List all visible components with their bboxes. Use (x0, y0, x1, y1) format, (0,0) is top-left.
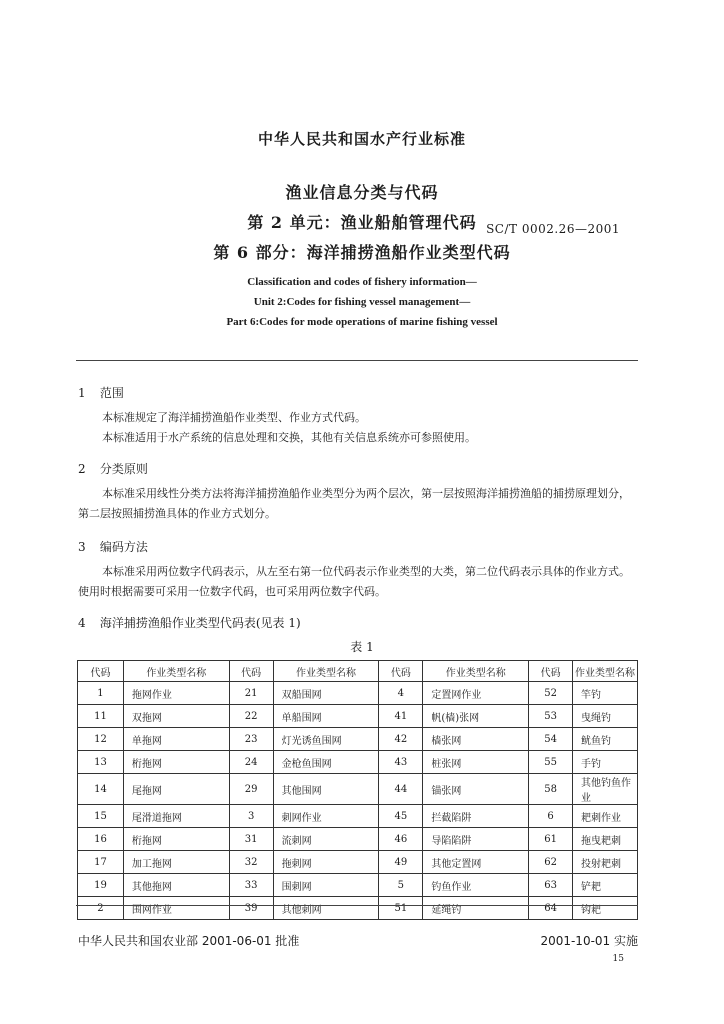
code-cell: 3 (229, 805, 273, 828)
type-name-cell: 其他拖网 (123, 874, 229, 897)
type-name-cell: 流刺网 (273, 828, 379, 851)
type-name-cell: 双船围网 (273, 682, 379, 705)
type-name-cell: 樯张网 (423, 728, 529, 751)
section-title: 编码方法 (99, 540, 148, 554)
footer-divider (76, 905, 638, 906)
english-title-line-1: Classification and codes of fishery information— (247, 276, 477, 288)
issuer-approval: 中华人民共和国农业部 2001-06-01 批准 (78, 934, 300, 948)
code-cell: 46 (379, 828, 423, 851)
header-type-name: 作业类型名称 (273, 661, 379, 682)
code-cell: 63 (529, 874, 573, 897)
code-cell: 53 (529, 705, 573, 728)
code-cell: 1 (78, 682, 124, 705)
table-row (78, 851, 638, 874)
type-name-cell: 铲耙 (573, 874, 638, 897)
code-cell: 11 (78, 705, 124, 728)
type-name-cell: 钩耙 (573, 897, 638, 920)
type-name-cell: 围刺网 (273, 874, 379, 897)
title-line-3: 第 6 部分：海洋捕捞渔船作业类型代码 (213, 243, 511, 262)
code-cell: 55 (529, 751, 573, 774)
code-cell: 52 (529, 682, 573, 705)
fishing-vessel-code-table (77, 660, 638, 920)
header-divider (76, 360, 638, 361)
type-name-cell: 投射耙刺 (573, 851, 638, 874)
header-type-name: 作业类型名称 (423, 661, 529, 682)
code-cell: 31 (229, 828, 273, 851)
code-cell: 43 (379, 751, 423, 774)
table-row (78, 751, 638, 774)
code-cell: 41 (379, 705, 423, 728)
code-cell: 58 (529, 774, 573, 805)
type-name-cell: 围网作业 (123, 897, 229, 920)
section-3-paragraph: 本标准采用两位数字代码表示，从左至右第一位代码表示作业类型的大类，第二位代码表示具体的作业方式。使用时根据需要可采用一位数字代码，也可采用两位数字代码。 (78, 565, 630, 598)
type-name-cell: 拦截陷阱 (423, 805, 529, 828)
section-number: 3 (78, 540, 86, 554)
code-cell: 22 (229, 705, 273, 728)
code-cell: 62 (529, 851, 573, 874)
table-row (78, 828, 638, 851)
type-name-cell: 双拖网 (123, 705, 229, 728)
title-line-1: 渔业信息分类与代码 (285, 183, 439, 202)
type-name-cell: 尾滑道拖网 (123, 805, 229, 828)
code-cell: 16 (78, 828, 124, 851)
code-cell: 24 (229, 751, 273, 774)
type-name-cell: 尾拖网 (123, 774, 229, 805)
code-cell: 39 (229, 897, 273, 920)
type-name-cell: 导陷陷阱 (423, 828, 529, 851)
type-name-cell: 竿钓 (573, 682, 638, 705)
english-title-line-2: Unit 2:Codes for fishing vessel management— (253, 296, 471, 308)
type-name-cell: 其他定置网 (423, 851, 529, 874)
table-caption: 表 1 (350, 640, 374, 654)
code-cell: 32 (229, 851, 273, 874)
type-name-cell: 单拖网 (123, 728, 229, 751)
header-code: 代码 (229, 661, 273, 682)
type-name-cell: 其他刺网 (273, 897, 379, 920)
code-cell: 4 (379, 682, 423, 705)
table-row (78, 682, 638, 705)
publisher-heading: 中华人民共和国水产行业标准 (257, 130, 466, 148)
header-type-name: 作业类型名称 (573, 661, 638, 682)
section-3-heading (78, 538, 148, 555)
section-number: 2 (78, 462, 86, 476)
code-cell: 29 (229, 774, 273, 805)
code-cell: 42 (379, 728, 423, 751)
type-name-cell: 拖曳耙刺 (573, 828, 638, 851)
table-header-row (78, 661, 638, 682)
code-cell: 13 (78, 751, 124, 774)
english-title-line-3: Part 6:Codes for mode operations of marine fishing vessel (226, 316, 498, 328)
section-title: 海洋捕捞渔船作业类型代码表(见表 1) (99, 616, 301, 630)
type-name-cell: 金枪鱼围网 (273, 751, 379, 774)
type-name-cell: 曳绳钓 (573, 705, 638, 728)
code-cell: 33 (229, 874, 273, 897)
code-cell: 49 (379, 851, 423, 874)
table-row (78, 874, 638, 897)
table-row (78, 728, 638, 751)
section-2-heading (78, 460, 148, 477)
code-cell: 51 (379, 897, 423, 920)
type-name-cell: 单船围网 (273, 705, 379, 728)
code-cell: 44 (379, 774, 423, 805)
table-row (78, 805, 638, 828)
code-cell: 12 (78, 728, 124, 751)
page-number: 15 (612, 954, 624, 964)
table-row (78, 774, 638, 805)
code-cell: 54 (529, 728, 573, 751)
code-cell: 17 (78, 851, 124, 874)
type-name-cell: 加工拖网 (123, 851, 229, 874)
type-name-cell: 耙刺作业 (573, 805, 638, 828)
header-code: 代码 (379, 661, 423, 682)
type-name-cell: 桩张网 (423, 751, 529, 774)
code-cell: 15 (78, 805, 124, 828)
type-name-cell: 拖网作业 (123, 682, 229, 705)
header-code: 代码 (78, 661, 124, 682)
code-cell: 61 (529, 828, 573, 851)
code-cell: 19 (78, 874, 124, 897)
header-code: 代码 (529, 661, 573, 682)
code-cell: 45 (379, 805, 423, 828)
section-title: 分类原则 (99, 462, 148, 476)
type-name-cell: 锚张网 (423, 774, 529, 805)
section-1-heading (78, 384, 124, 401)
type-name-cell: 手钓 (573, 751, 638, 774)
section-number: 4 (78, 616, 86, 630)
section-4-heading (78, 614, 301, 631)
header-type-name: 作业类型名称 (123, 661, 229, 682)
type-name-cell: 拖刺网 (273, 851, 379, 874)
type-name-cell: 帆(樯)张网 (423, 705, 529, 728)
effective-date: 2001-10-01 实施 (540, 934, 638, 948)
type-name-cell: 鱿鱼钓 (573, 728, 638, 751)
section-2-paragraph: 本标准采用线性分类方法将海洋捕捞渔船作业类型分为两个层次，第一层按照海洋捕捞渔船的捕捞原理划分，第二层按照捕捞渔具体的作业方式划分。 (78, 487, 630, 520)
title-line-2: 第 2 单元：渔业船舶管理代码 (247, 213, 477, 232)
type-name-cell: 刺网作业 (273, 805, 379, 828)
type-name-cell: 钓鱼作业 (423, 874, 529, 897)
section-title: 范围 (99, 386, 124, 400)
code-cell: 64 (529, 897, 573, 920)
code-cell: 23 (229, 728, 273, 751)
section-number: 1 (78, 386, 86, 400)
code-cell: 6 (529, 805, 573, 828)
section-1-paragraph-2: 本标准适用于水产系统的信息处理和交换，其他有关信息系统亦可参照使用。 (102, 431, 476, 444)
type-name-cell: 延绳钓 (423, 897, 529, 920)
type-name-cell: 其他钓鱼作业 (573, 774, 638, 805)
section-1-paragraph-1: 本标准规定了海洋捕捞渔船作业类型、作业方式代码。 (102, 411, 366, 424)
table-row (78, 705, 638, 728)
type-name-cell: 桁拖网 (123, 751, 229, 774)
type-name-cell: 桁拖网 (123, 828, 229, 851)
type-name-cell: 灯光诱鱼围网 (273, 728, 379, 751)
code-cell: 5 (379, 874, 423, 897)
code-cell: 21 (229, 682, 273, 705)
code-cell: 2 (78, 897, 124, 920)
standard-code: SC/T 0002.26—2001 (486, 222, 620, 236)
type-name-cell: 其他围网 (273, 774, 379, 805)
table-row (78, 897, 638, 920)
code-cell: 14 (78, 774, 124, 805)
type-name-cell: 定置网作业 (423, 682, 529, 705)
